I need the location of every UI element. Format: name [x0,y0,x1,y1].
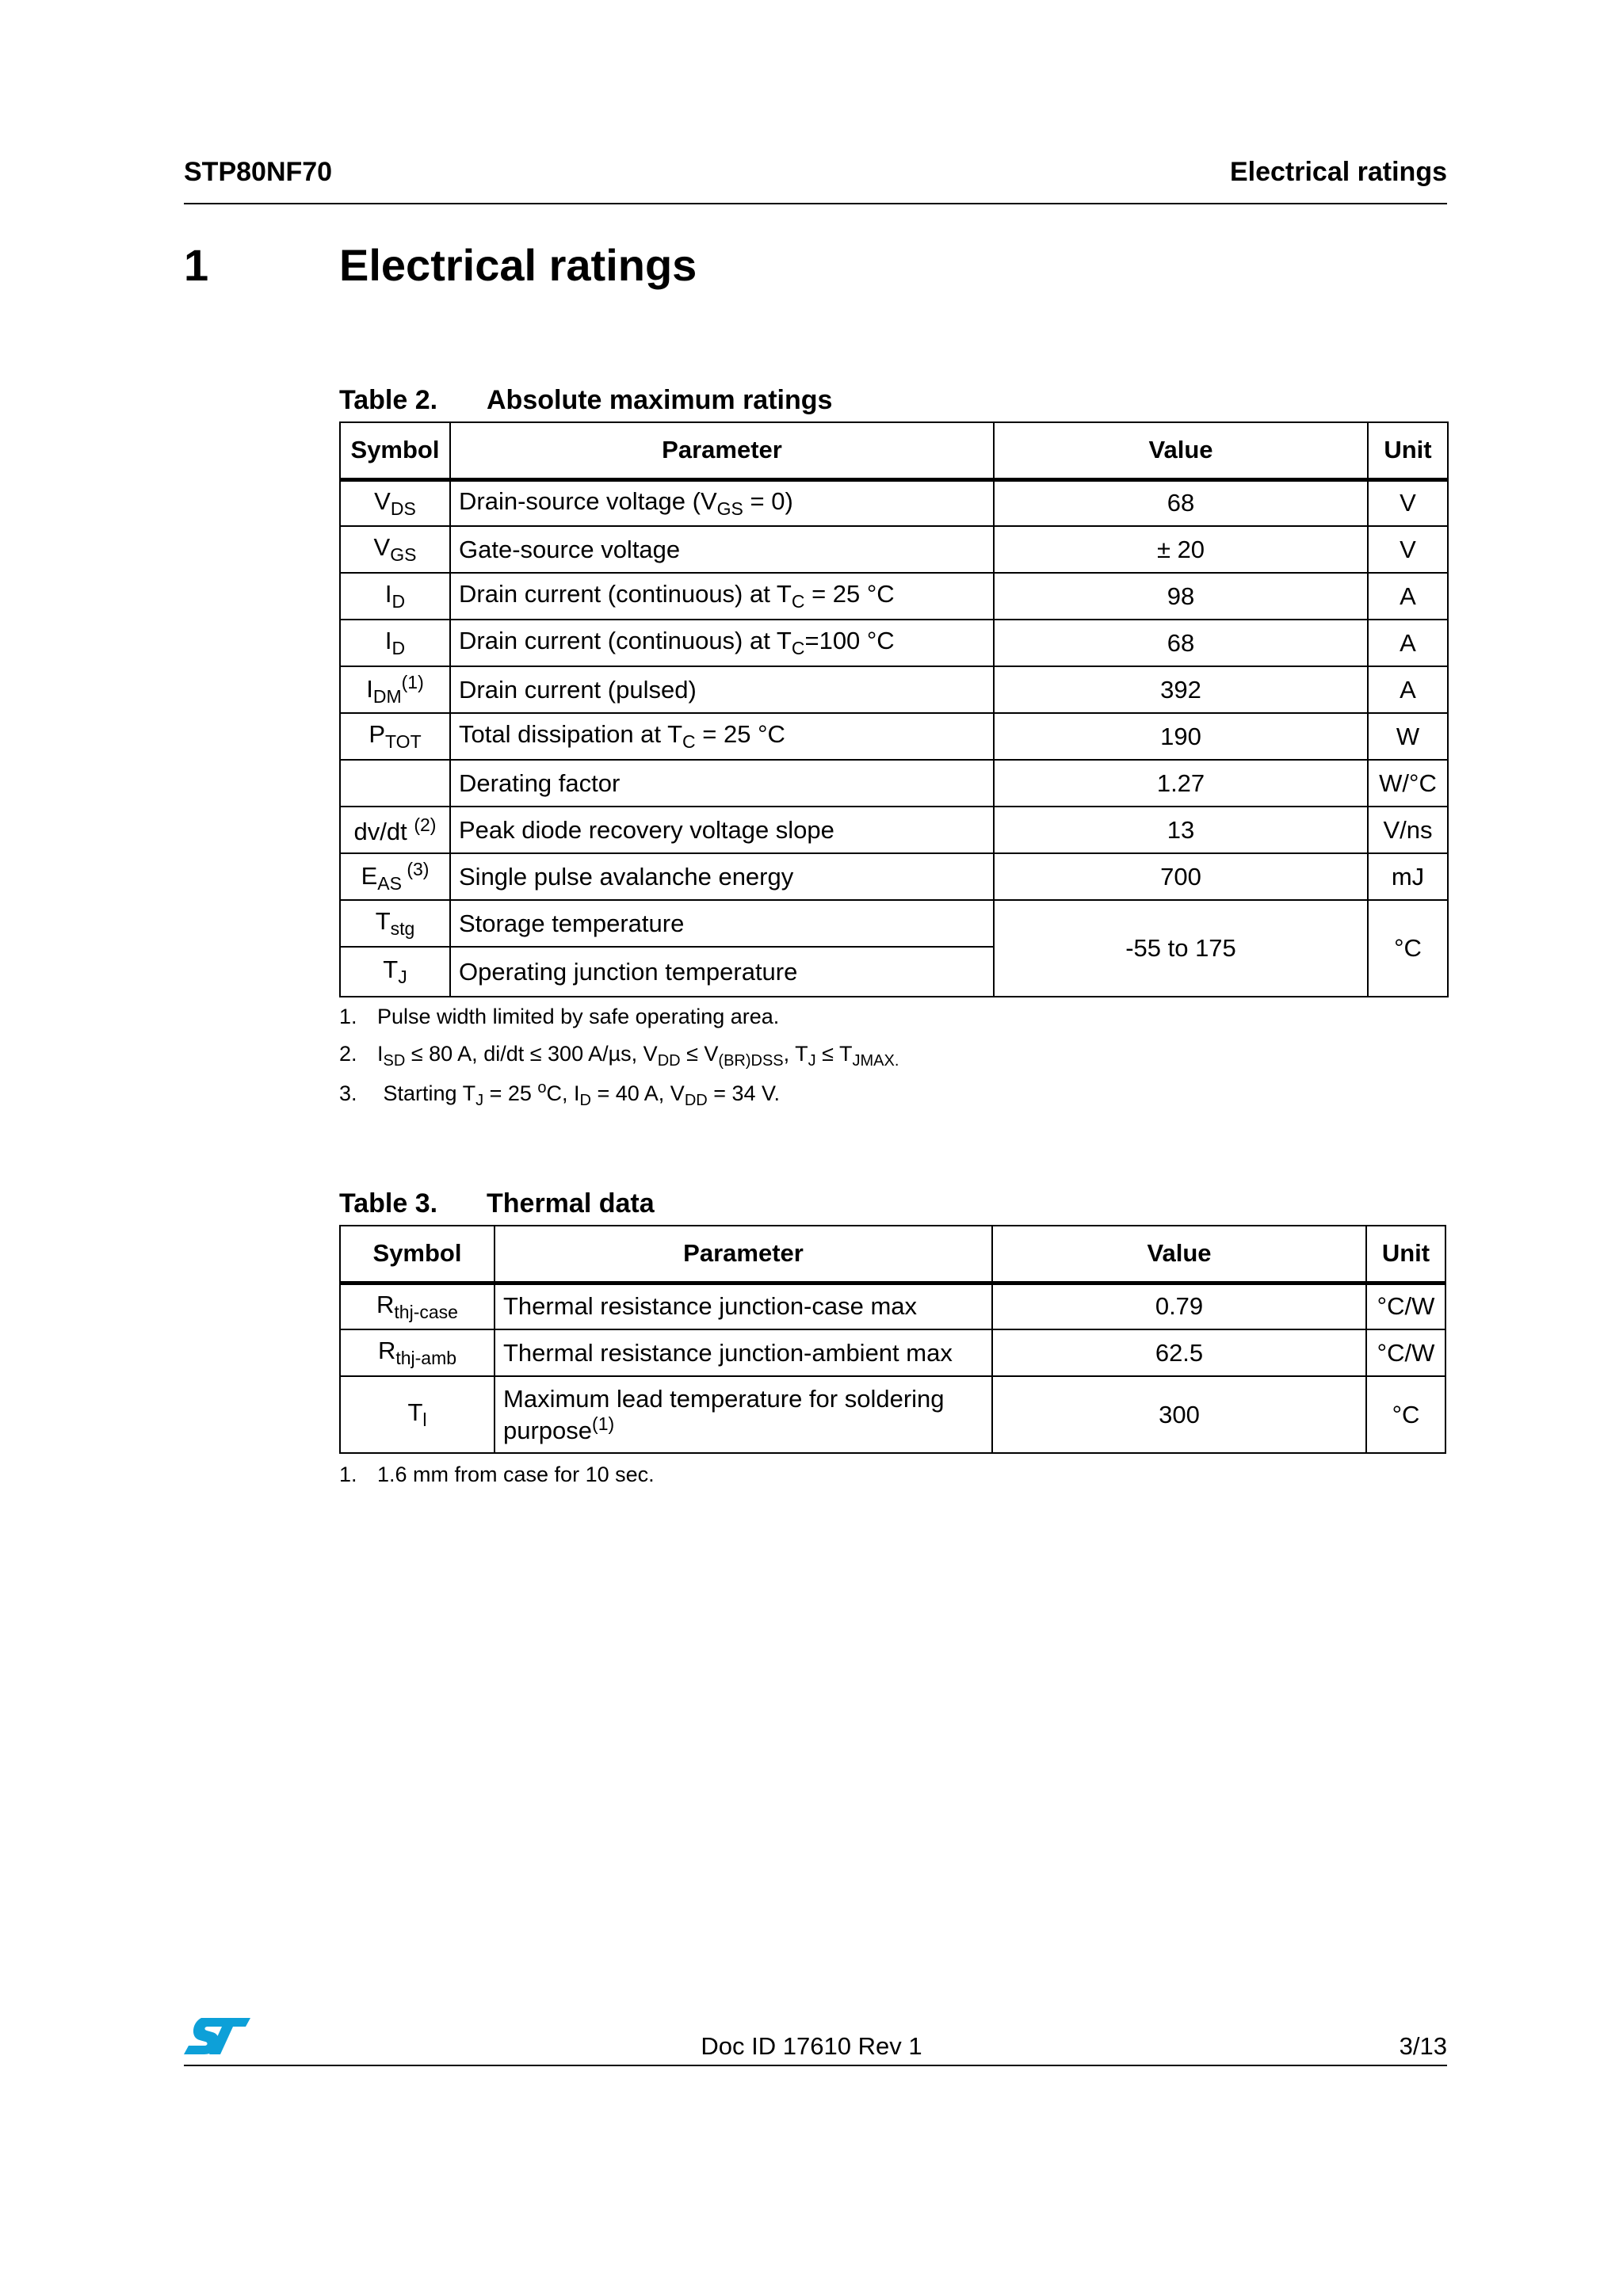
table2-row [340,853,1448,900]
col-unit: Unit [1368,422,1448,479]
symbol-cell: $E_{AS}$ $^{(3)}$ [340,853,450,900]
unit-cell: V [1368,479,1448,526]
col-value: Value [994,422,1368,479]
symbol-cell: dv/dt $^{(2)}$ [340,807,450,853]
value-cell: 68 [994,479,1368,526]
table3-row [340,1329,1445,1376]
table2-notes [339,1005,899,1116]
table3-row [340,1283,1445,1329]
symbol-cell: $T_l$ [340,1376,495,1453]
unit-cell: V [1368,526,1448,573]
parameter-cell: Thermal resistance junction-ambient max [495,1329,992,1376]
symbol-cell: $V_{DS}$ [340,479,450,526]
unit-cell: °C [1366,1376,1445,1453]
value-cell: 190 [994,713,1368,760]
value-cell: 13 [994,807,1368,853]
table2-row [340,713,1448,760]
parameter-cell: Total dissipation at $T_C = 25$ °C [450,713,994,760]
table2-row [340,526,1448,573]
col-parameter: Parameter [450,422,994,479]
parameter-cell: Thermal resistance junction-case max [495,1283,992,1329]
header-section: Electrical ratings [1229,157,1447,187]
table3-caption [339,1188,655,1219]
value-cell: 300 [992,1376,1366,1453]
absolute-max-ratings-table [339,421,1449,997]
table2-row [340,573,1448,620]
table2-note-2: 2. $I_{SD} \le 80$ A, di/dt ≤ 300 A/µs, $V_{DD} \le V_{(BR)DSS}$, $T_J \le T_{JMAX.}$ [339,1042,899,1070]
section-number: 1 [184,240,209,290]
unit-cell: °C/W [1366,1283,1445,1329]
parameter-cell: Derating factor [450,760,994,807]
table2-label: Table 2. [339,385,438,415]
table2-title: Absolute maximum ratings [487,385,833,415]
col-symbol: Symbol [340,1226,495,1283]
table3-header-row [340,1226,1445,1283]
header-product: STP80NF70 [184,157,333,187]
table2-header-row [340,422,1448,479]
table2-caption [339,385,832,416]
value-cell: 0.79 [992,1283,1366,1329]
table2-note-3: 3. Starting $T_J = 25$ $^o$C, $I_D = 40$ A, $V_{DD} = 34$ V. [339,1079,781,1109]
value-cell: 392 [994,666,1368,713]
table2-row [340,666,1448,713]
footer-page-number: 3/13 [1399,2032,1447,2060]
table3-note-1: 1. 1.6 mm from case for 10 sec. [339,1463,655,1486]
table3-label: Table 3. [339,1188,438,1219]
table3-notes [339,1463,655,1500]
symbol-cell: $T_{stg}$ [340,900,450,947]
value-cell: 98 [994,573,1368,620]
parameter-cell: Drain current (pulsed) [450,666,994,713]
parameter-cell: Gate-source voltage [450,526,994,573]
parameter-cell: Operating junction temperature [450,947,994,997]
unit-cell: °C [1368,900,1448,997]
unit-cell: V/ns [1368,807,1448,853]
parameter-cell: Drain-source voltage $(V_{GS} = 0)$ [450,479,994,526]
unit-cell: A [1368,573,1448,620]
parameter-cell: Storage temperature [450,900,994,947]
value-cell: 1.27 [994,760,1368,807]
symbol-cell: $R_{thj-case}$ [340,1283,495,1329]
unit-cell: W/°C [1368,760,1448,807]
parameter-cell: Drain current (continuous) at $T_C=100$ °C [450,620,994,666]
table3-title: Thermal data [487,1188,655,1219]
footer-rule [184,2065,1447,2066]
parameter-cell: Maximum lead temperature for soldering purpose$^{(1)}$ [495,1376,992,1453]
parameter-cell: Single pulse avalanche energy [450,853,994,900]
table2-row [340,620,1448,666]
col-parameter: Parameter [495,1226,992,1283]
symbol-cell: $P_{TOT}$ [340,713,450,760]
table2-row [340,479,1448,526]
col-value: Value [992,1226,1366,1283]
symbol-cell [340,760,450,807]
value-cell: 68 [994,620,1368,666]
unit-cell: A [1368,620,1448,666]
symbol-cell: $R_{thj-amb}$ [340,1329,495,1376]
symbol-cell: $V_{GS}$ [340,526,450,573]
symbol-cell: $I_{DM}^{(1)}$ [340,666,450,713]
unit-cell: A [1368,666,1448,713]
table2-row [340,760,1448,807]
symbol-cell: $T_J$ [340,947,450,997]
value-cell: -55 to 175 [994,900,1368,997]
unit-cell: °C/W [1366,1329,1445,1376]
unit-cell: W [1368,713,1448,760]
value-cell: 62.5 [992,1329,1366,1376]
col-unit: Unit [1366,1226,1445,1283]
table3-row [340,1376,1445,1453]
table2-note-1: 1. Pulse width limited by safe operating area. [339,1005,780,1028]
thermal-data-table [339,1225,1446,1454]
footer-doc-id: Doc ID 17610 Rev 1 [701,2032,922,2060]
table2-row [340,807,1448,853]
parameter-cell: Peak diode recovery voltage slope [450,807,994,853]
parameter-cell: Drain current (continuous) at $T_C = 25$ °C [450,573,994,620]
symbol-cell: $I_D$ [340,620,450,666]
unit-cell: mJ [1368,853,1448,900]
header-rule [184,203,1447,204]
symbol-cell: $I_D$ [340,573,450,620]
value-cell: ± 20 [994,526,1368,573]
value-cell: 700 [994,853,1368,900]
section-title: Electrical ratings [339,240,697,290]
col-symbol: Symbol [340,422,450,479]
table2-row [340,900,1448,947]
